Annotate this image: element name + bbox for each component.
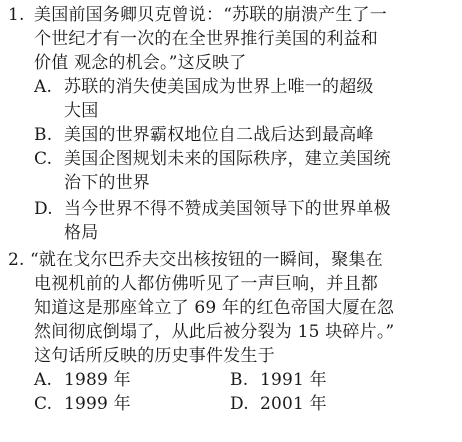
option-letter: A.: [34, 370, 53, 390]
option-text-line-2: 治下的世界: [64, 173, 150, 193]
question-1-stem-line-2: 个世纪才有一次的在全世界推行美国的利益和: [34, 29, 378, 49]
question-1-number: 1.: [8, 5, 25, 25]
question-2-stem-line-2: 电视机前的人都仿佛听见了一声巨响，并且都: [34, 274, 378, 294]
option-text: 2001 年: [260, 394, 327, 414]
option-text: 1999 年: [64, 394, 131, 414]
option-letter: B.: [230, 370, 249, 390]
option-text-line-2: 大国: [64, 101, 99, 121]
option-text-line-1: 美国企图规划未来的国际秩序，建立美国统: [64, 149, 391, 169]
option-letter: C.: [34, 394, 53, 414]
option-letter: A.: [34, 77, 53, 97]
question-1-stem-line-3: 价值 观念的机会。”这反映了: [34, 53, 247, 73]
question-1-stem-line-1: 美国前国务卿贝克曾说：“苏联的崩溃产生了一: [34, 5, 387, 25]
question-2-stem-line-5: 这句话所反映的历史事件发生于: [34, 346, 275, 366]
option-text-line-1: 美国的世界霸权地位自二战后达到最高峰: [64, 125, 374, 145]
option-letter: D.: [230, 394, 249, 414]
question-2-stem-line-1: “就在戈尔巴乔夫交出核按钮的一瞬间，聚集在: [30, 250, 383, 270]
question-2-stem-line-4: 然间彻底倒塌了，从此后被分裂为 15 块碎片。”: [34, 322, 395, 342]
question-2-number: 2.: [8, 250, 25, 270]
option-text: 1991 年: [260, 370, 327, 390]
option-letter: D.: [34, 199, 53, 219]
option-text: 1989 年: [64, 370, 131, 390]
option-letter: C.: [34, 149, 53, 169]
option-letter: B.: [34, 125, 53, 145]
option-text-line-2: 格局: [64, 223, 99, 243]
question-2-stem-line-3: 知道这是那座耸立了 69 年的红色帝国大厦在忽: [34, 298, 395, 318]
option-text-line-1: 当今世界不得不赞成美国领导下的世界单极: [64, 199, 391, 219]
option-text-line-1: 苏联的消失使美国成为世界上唯一的超级: [64, 77, 374, 97]
